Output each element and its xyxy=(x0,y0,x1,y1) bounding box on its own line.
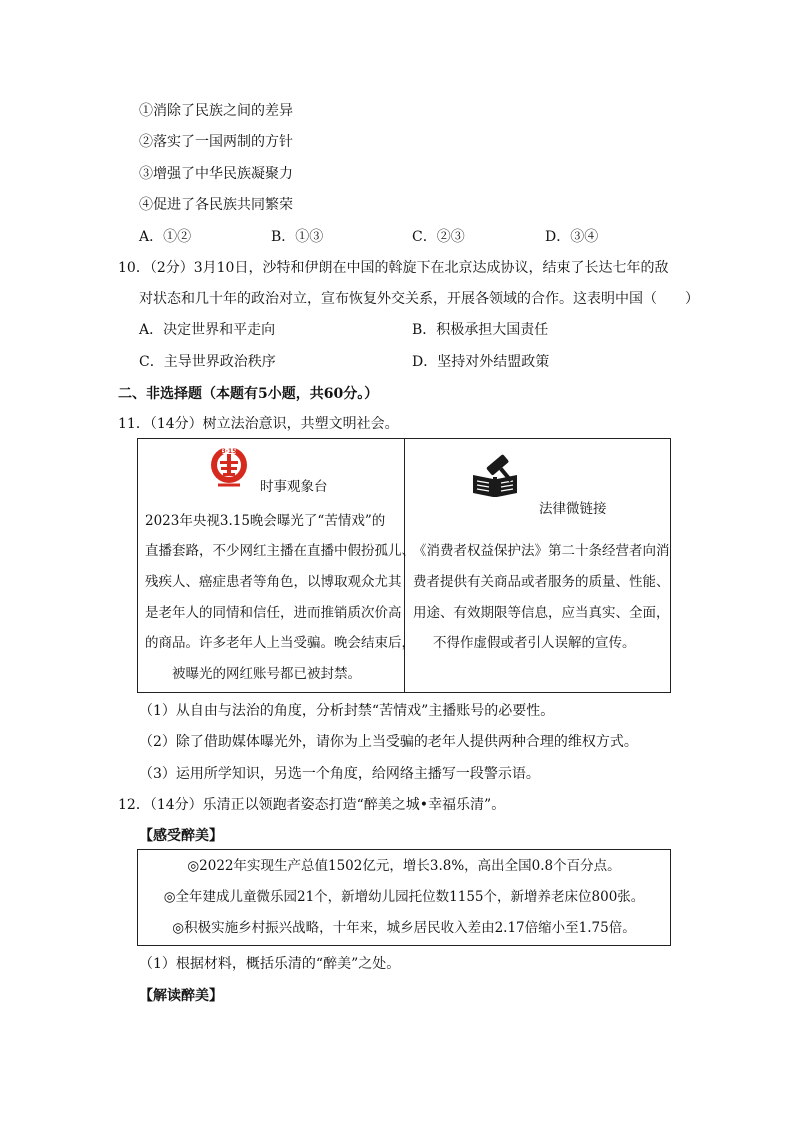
q11-sub-2: （2）除了借助媒体曝光外，请你为上当受骗的老年人提供两种合理的维权方式。 xyxy=(139,734,638,750)
q11-left-line-5: 的商品。许多老年人上当受骗。晚会结束后， xyxy=(145,635,415,651)
q10-stem-line-1: 10．（2分）3月10日，沙特和伊朗在中国的斡旋下在北京达成协议，结束了长达七年的敌 xyxy=(118,260,669,276)
q12-section-2-title: 【解读醉美】 xyxy=(139,988,223,1004)
q11-left-line-2: 直播套路，不少网红主播在直播中假扮孤儿、 xyxy=(145,543,415,559)
q12-box-line-2: ◎全年建成儿童微乐园21个，新增幼儿园托位数1155个，新增养老床位800张。 xyxy=(163,889,645,905)
q11-material-table xyxy=(137,438,671,693)
q11-right-cell xyxy=(405,439,670,692)
q9-statement-2: ②落实了一国两制的方针 xyxy=(139,134,293,150)
q12-stem: 12．（14分）乐清正以领跑者姿态打造“醉美之城•幸福乐清”。 xyxy=(118,797,506,813)
q11-stem: 11．（14分）树立法治意识，共塑文明社会。 xyxy=(118,416,399,432)
q11-left-line-6: 被曝光的网红账号都已被封禁。 xyxy=(172,666,361,682)
q9-statement-3: ③增强了中华民族凝聚力 xyxy=(139,166,293,182)
q10-option-b: B．积极承担大国责任 xyxy=(412,322,549,338)
q11-right-line-3: 用途、有效期限等信息，应当真实、全面， xyxy=(413,605,670,621)
q10-option-a: A．决定世界和平走向 xyxy=(139,322,276,338)
q9-option-c: C．②③ xyxy=(412,229,465,245)
q12-box-line-3: ◎积极实施乡村振兴战略，十年来，城乡居民收入差由2.17倍缩小至1.75倍。 xyxy=(172,920,636,936)
q11-sub-3: （3）运用所学知识，另选一个角度，给网络主播写一段警示语。 xyxy=(139,766,540,782)
q11-left-heading: 时事观象台 xyxy=(260,479,328,495)
q11-left-line-4: 是老年人的同情和信任，进而推销质次价高 xyxy=(145,605,402,621)
q11-left-line-1: 2023年央视3.15晚会曝光了“苦情戏”的 xyxy=(145,513,386,529)
q10-stem-line-2: 对状态和几十年的政治对立，宣布恢复外交关系，开展各领域的合作。这表明中国（ ） xyxy=(139,291,699,307)
q11-left-cell xyxy=(138,439,415,692)
q10-option-c: C．主导世界政治秩序 xyxy=(139,354,276,370)
q10-option-d: D．坚持对外结盟政策 xyxy=(412,354,550,370)
q9-option-a: A．①② xyxy=(139,229,192,245)
consumer-rights-315-logo-icon xyxy=(210,445,248,489)
q11-right-line-4: 不得作虚假或者引人误解的宣传。 xyxy=(433,635,636,651)
q11-sub-1: （1）从自由与法治的角度，分析封禁“苦情戏”主播账号的必要性。 xyxy=(139,703,555,719)
q9-statement-1: ①消除了民族之间的差异 xyxy=(139,103,293,119)
q12-section-1-title: 【感受醉美】 xyxy=(139,828,223,844)
law-book-gavel-icon xyxy=(471,453,519,499)
q11-right-line-2: 费者提供有关商品或者服务的质量、性能、 xyxy=(413,574,670,590)
q11-right-line-1: 《消费者权益保护法》第二十条经营者向消 xyxy=(413,543,670,559)
q12-material-box xyxy=(137,849,671,946)
q9-statement-4: ④促进了各民族共同繁荣 xyxy=(139,197,293,213)
q9-option-d: D．③④ xyxy=(545,229,599,245)
logo-text: 3·15 xyxy=(221,448,237,455)
q12-box-line-1: ◎2022年实现生产总值1502亿元，增长3.8%，高出全国0.8个百分点。 xyxy=(187,858,621,874)
q12-sub-1: （1）根据材料，概括乐清的“醉美”之处。 xyxy=(139,956,401,972)
section-2-title: 二、非选择题（本题有5小题，共60分。） xyxy=(118,386,379,402)
q11-right-heading: 法律微链接 xyxy=(539,501,607,517)
q11-left-line-3: 残疾人、癌症患者等角色，以博取观众尤其 xyxy=(145,574,402,590)
q9-option-b: B．①③ xyxy=(271,229,324,245)
